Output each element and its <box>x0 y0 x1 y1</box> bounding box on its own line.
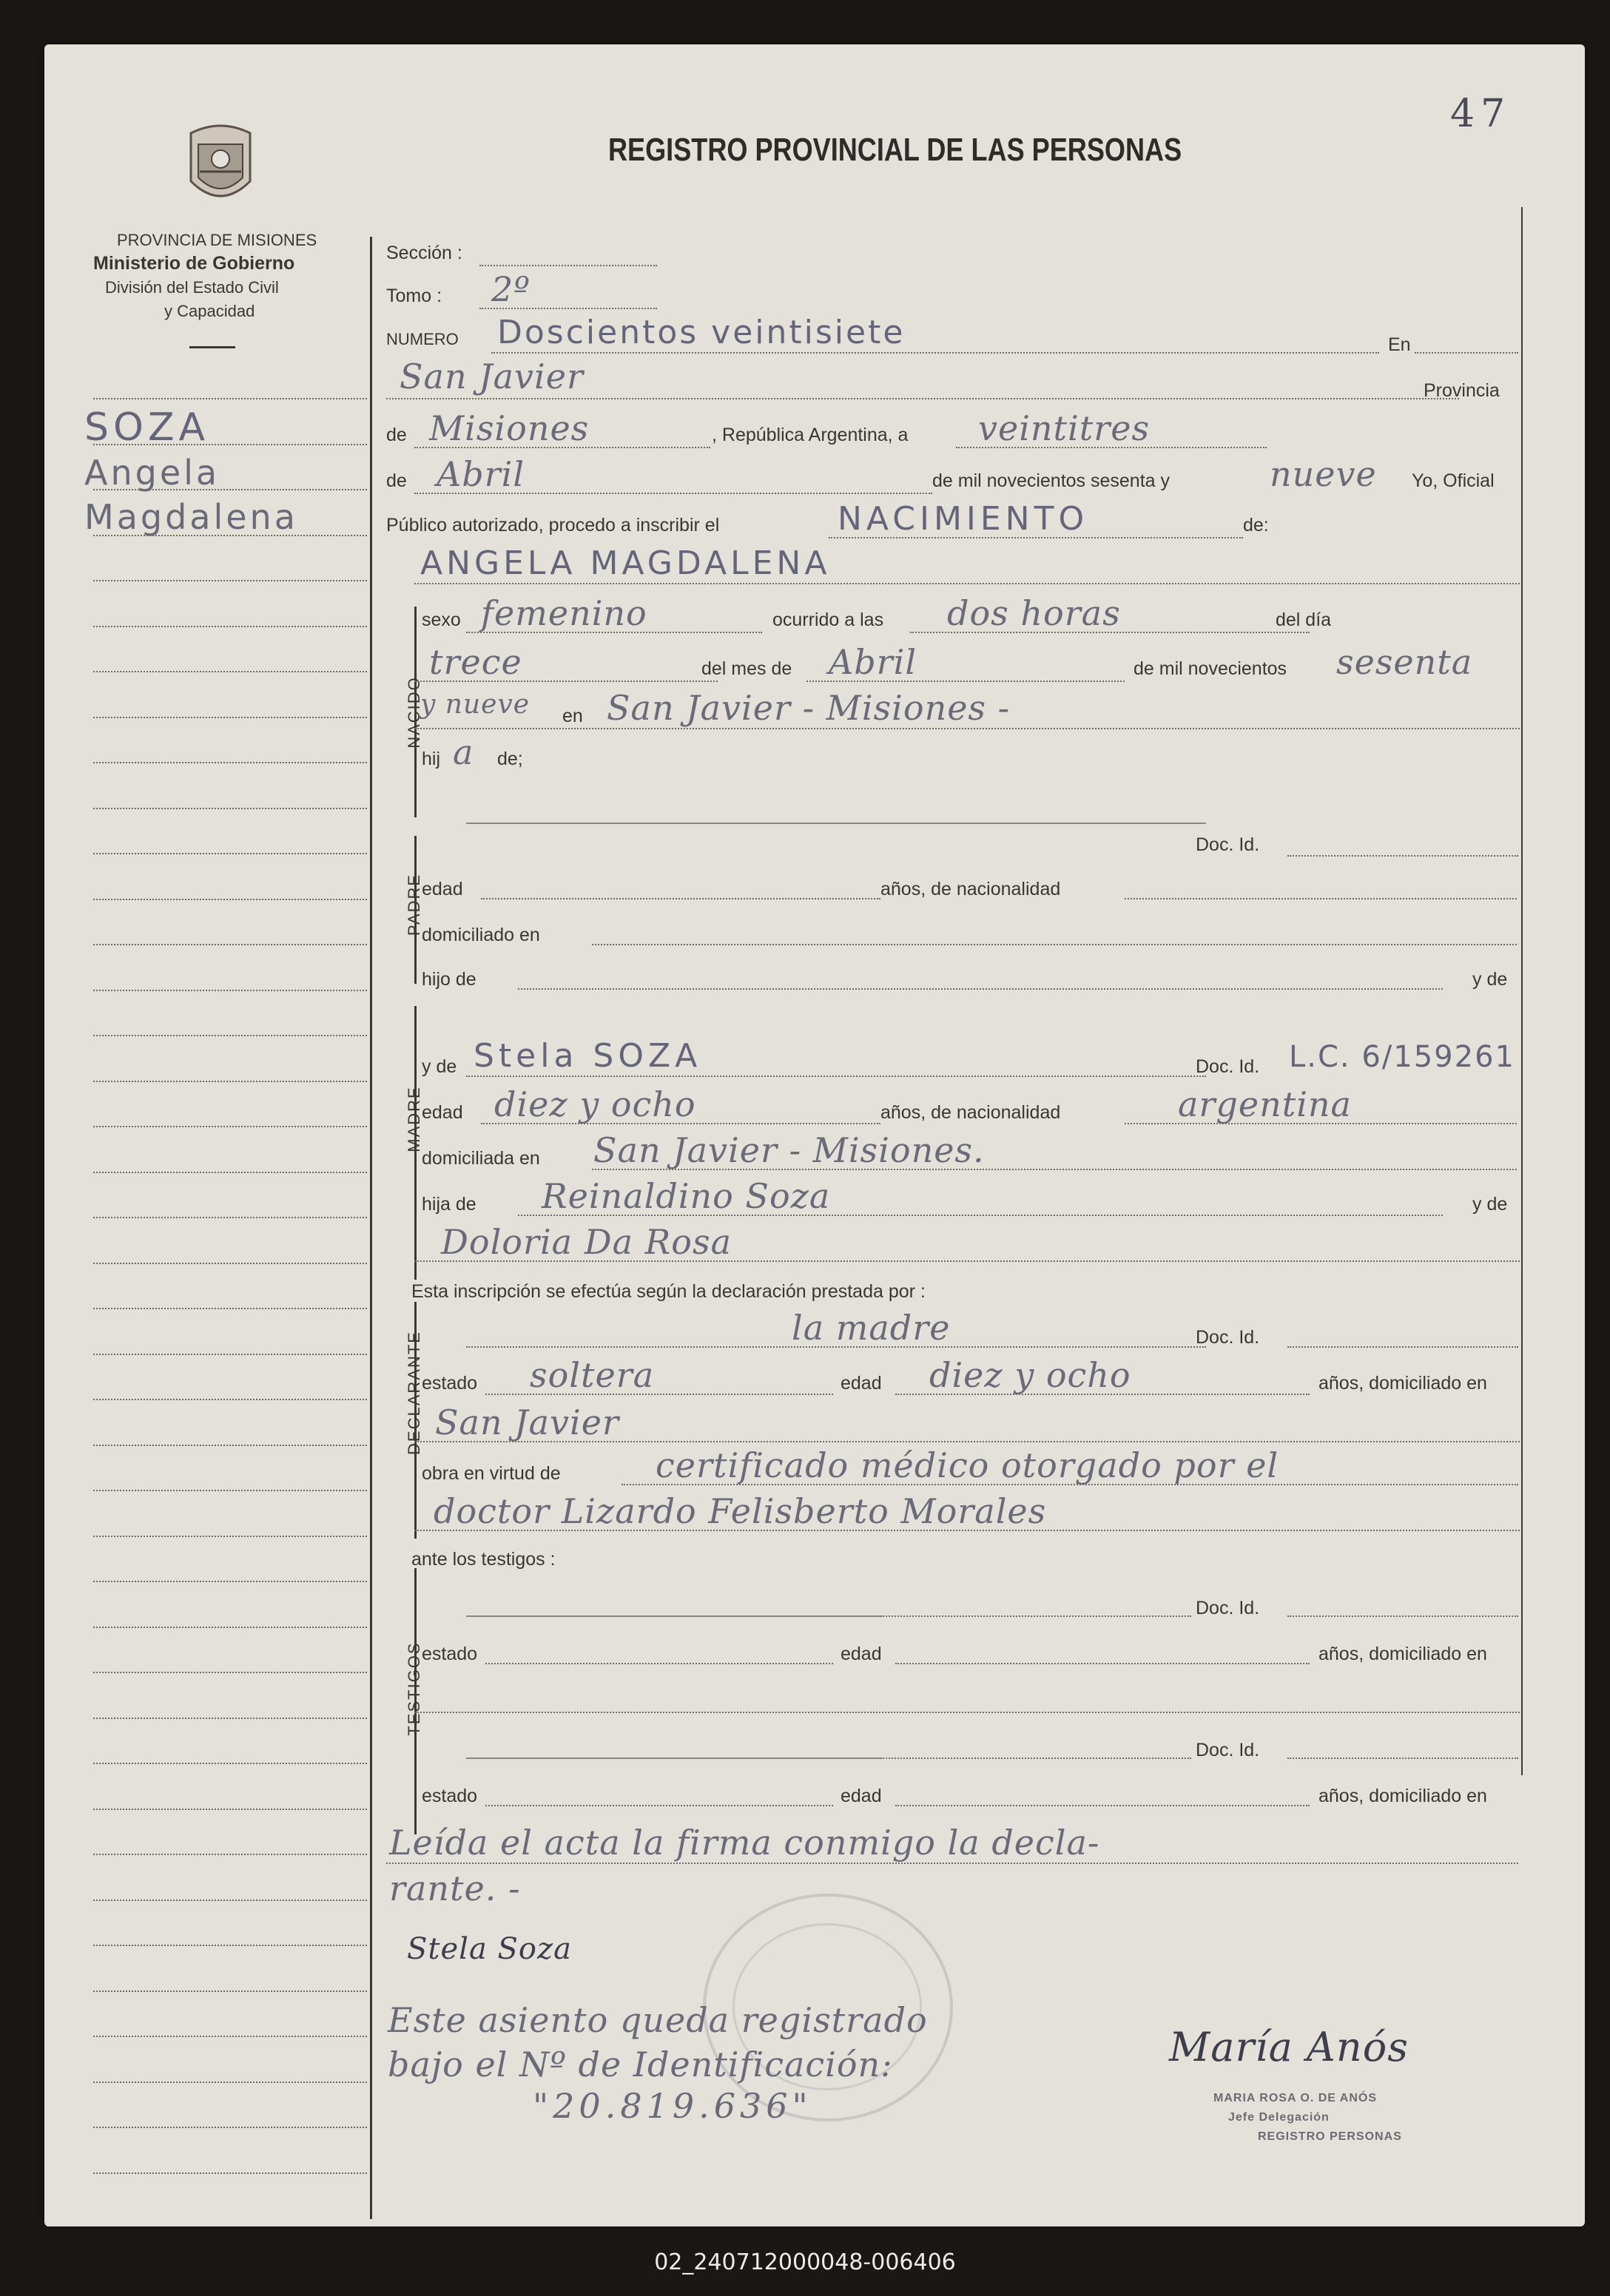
side-label-madre: MADRE <box>405 1086 423 1152</box>
line-tomo <box>479 308 657 309</box>
closing-line-2: rante. - <box>389 1868 521 1908</box>
margin-ruled-line <box>93 2127 367 2128</box>
note-line-2: bajo el Nº de Identificación: <box>388 2045 893 2084</box>
label-doc-id-madre: Doc. Id. <box>1196 1056 1260 1077</box>
value-hora: dos horas <box>947 593 1121 633</box>
line-hija-de <box>518 1215 1443 1216</box>
margin-ruled-line <box>93 808 367 809</box>
margin-ruled-line <box>93 853 367 854</box>
coat-of-arms-seal <box>176 118 265 215</box>
line-edad-testigo1 <box>895 1663 1310 1664</box>
value-madre-padre: Reinaldino Soza <box>542 1176 831 1216</box>
label-hijo-de-padre: hijo de <box>422 969 476 990</box>
line-lugar <box>386 398 1459 399</box>
line-testigo1-nombre <box>466 1615 880 1617</box>
line-edad-padre <box>481 898 880 899</box>
label-anios-dom-declarante: años, domiciliado en <box>1318 1373 1487 1394</box>
value-mes-inscripcion: Abril <box>437 454 525 494</box>
label-estado-testigo2: estado <box>422 1786 478 1806</box>
label-anios-dom-testigo1: años, domiciliado en <box>1318 1644 1487 1664</box>
side-label-declarante: DECLARANTE <box>405 1331 423 1455</box>
line-acto <box>829 537 1243 538</box>
label-doc-id-testigo2: Doc. Id. <box>1196 1740 1260 1760</box>
line-provincia <box>414 447 710 448</box>
officer-stamp-line-1: MARIA ROSA O. DE ANÓS <box>1213 2092 1378 2104</box>
label-republica: , República Argentina, a <box>712 425 909 445</box>
closing-line-1: Leída el acta la firma conmigo la decla- <box>389 1823 1100 1863</box>
value-dia-nac: trece <box>429 642 522 682</box>
line-dom-padre <box>592 944 1517 945</box>
value-decl-estado: soltera <box>530 1355 655 1395</box>
image-id-footer: 02_240712000048-006406 <box>654 2249 956 2275</box>
value-madre-nombre: Stela SOZA <box>474 1037 702 1075</box>
label-y-de-madre: y de <box>422 1056 457 1077</box>
line-hijo-de-padre <box>518 988 1443 990</box>
line-mes-inscripcion <box>414 493 932 494</box>
register-page <box>44 44 1585 2226</box>
label-numero: NUMERO <box>386 330 459 348</box>
margin-ruled-line <box>93 2036 367 2037</box>
margin-ruled-line <box>93 1445 367 1446</box>
label-publico: Público autorizado, procedo a inscribir el <box>386 515 720 536</box>
label-edad-declarante: edad <box>841 1373 882 1394</box>
line-edad-declarante <box>895 1394 1310 1395</box>
margin-ruled-line <box>93 2172 367 2174</box>
line-nac-padre <box>1125 898 1517 899</box>
line-dia-nac <box>414 681 718 682</box>
note-line-1: Este asiento queda registrado <box>388 2000 928 2040</box>
margin-ruled-line <box>93 1081 367 1082</box>
margin-ruled-line <box>93 899 367 900</box>
value-dia-inscripcion: veintitres <box>978 408 1151 448</box>
value-anio-nac-a: sesenta <box>1336 642 1473 682</box>
line-doc-padre <box>1287 855 1518 857</box>
label-ocurrido: ocurrido a las <box>772 610 884 630</box>
label-dom-madre: domiciliada en <box>422 1148 540 1169</box>
side-label-testigos: TESTIGOS <box>405 1641 423 1736</box>
line-dia-inscripcion <box>956 447 1267 448</box>
note-line-3: "20.819.636" <box>533 2086 812 2126</box>
margin-ruled-line <box>93 444 367 445</box>
line-numero <box>491 352 1379 354</box>
line-testigo2-nombre <box>466 1758 880 1759</box>
margin-ruled-line <box>93 1217 367 1218</box>
label-provincia: Provincia <box>1424 380 1500 401</box>
margin-ruled-line <box>93 1581 367 1582</box>
margin-ruled-line <box>93 489 367 490</box>
label-estado-declarante: estado <box>422 1373 478 1394</box>
margin-ruled-line <box>93 1627 367 1628</box>
line-hora <box>910 632 1310 633</box>
line-obra-2 <box>414 1530 1520 1531</box>
label-seccion: Sección : <box>386 243 462 263</box>
line-testigo1-nombre-b <box>880 1615 1191 1617</box>
declarant-signature: Stela Soza <box>407 1932 572 1966</box>
line-lugar-nac <box>414 728 1520 729</box>
margin-ruled-line <box>93 1718 367 1719</box>
label-ante-testigos: ante los testigos : <box>411 1549 556 1570</box>
value-decl-domicilio: San Javier <box>435 1402 619 1442</box>
value-madre-domicilio: San Javier - Misiones. <box>593 1130 985 1170</box>
value-hij-suffix: a <box>453 732 474 772</box>
office-line1: PROVINCIA DE MISIONES <box>117 231 317 249</box>
value-acto: NACIMIENTO <box>838 500 1089 538</box>
label-hij-de: de; <box>497 749 523 769</box>
margin-ruled-line <box>93 1900 367 1901</box>
line-sexo <box>466 632 762 633</box>
document-title: REGISTRO PROVINCIAL DE LAS PERSONAS <box>608 132 1182 168</box>
line-closing-1 <box>386 1863 1518 1864</box>
line-madre-edad <box>481 1123 880 1124</box>
margin-ruled-line <box>93 1854 367 1855</box>
margin-ruled-line <box>93 990 367 991</box>
label-inscripcion: Esta inscripción se efectúa según la declaración prestada por : <box>411 1281 926 1302</box>
label-de-mil: de mil novecientos sesenta y <box>932 470 1171 491</box>
body-right-border <box>1521 207 1523 1775</box>
line-doc-testigo1 <box>1287 1615 1518 1617</box>
line-dom-testigo1 <box>414 1712 1520 1713</box>
margin-ruled-line <box>93 671 367 672</box>
line-madre-nombre <box>466 1076 1206 1077</box>
value-lugar: San Javier <box>400 357 584 396</box>
margin-second-name: Magdalena <box>84 497 298 537</box>
value-nombre: ANGELA MAGDALENA <box>420 544 831 582</box>
line-dom-madre <box>592 1169 1517 1170</box>
label-estado-testigo1: estado <box>422 1644 478 1664</box>
margin-ruled-line <box>93 762 367 763</box>
side-label-padre: PADRE <box>405 873 423 936</box>
office-divider <box>189 346 235 348</box>
label-yo-oficial: Yo, Oficial <box>1412 470 1495 491</box>
value-decl-edad: diez y ocho <box>929 1355 1131 1395</box>
label-sexo: sexo <box>422 610 461 630</box>
officer-signature: María Anós <box>1169 2024 1409 2070</box>
line-estado-declarante <box>485 1394 833 1395</box>
label-tomo: Tomo : <box>386 286 442 306</box>
label-edad-madre: edad <box>422 1102 463 1123</box>
line-estado-testigo1 <box>485 1663 833 1664</box>
label-de-colon: de: <box>1243 515 1269 536</box>
value-sexo: femenino <box>481 593 647 633</box>
margin-ruled-line <box>93 626 367 627</box>
margin-ruled-line <box>93 1991 367 1992</box>
margin-ruled-line <box>93 1354 367 1355</box>
value-numero: Doscientos veintisiete <box>497 314 906 351</box>
label-en: En <box>1388 334 1411 355</box>
line-mes-nac <box>806 681 1125 682</box>
value-madre-madre: Doloria Da Rosa <box>441 1222 732 1262</box>
label-de-mes: de <box>386 470 407 491</box>
line-testigo2-nombre-b <box>880 1758 1191 1759</box>
label-edad-padre: edad <box>422 879 463 899</box>
line-doc-declarante <box>1287 1346 1518 1348</box>
label-del-mes: del mes de <box>701 658 792 679</box>
margin-ruled-line <box>93 1172 367 1173</box>
line-doc-testigo2 <box>1287 1758 1518 1759</box>
line-seccion <box>479 265 657 266</box>
margin-ruled-line <box>93 944 367 945</box>
value-mes-nac: Abril <box>829 642 917 682</box>
value-lugar-nac: San Javier - Misiones - <box>607 688 1011 728</box>
margin-ruled-line <box>93 1035 367 1036</box>
value-madre-edad: diez y ocho <box>494 1084 696 1124</box>
value-declarante: la madre <box>792 1308 951 1348</box>
line-padre-nombre <box>466 823 1206 824</box>
margin-divider <box>370 237 372 2219</box>
line-declarante <box>466 1346 1206 1348</box>
office-line2: Ministerio de Gobierno <box>93 253 295 274</box>
label-hij: hij <box>422 749 441 769</box>
margin-ruled-line <box>93 1945 367 1946</box>
label-doc-id-declarante: Doc. Id. <box>1196 1327 1260 1348</box>
margin-ruled-line <box>93 1809 367 1810</box>
office-line3: División del Estado Civil <box>105 278 279 297</box>
margin-ruled-line <box>93 2081 367 2083</box>
margin-ruled-line <box>93 1490 367 1491</box>
label-de-provincia: de <box>386 425 407 445</box>
margin-surname: SOZA <box>84 405 210 450</box>
label-nac-padre: años, de nacionalidad <box>880 879 1061 899</box>
label-obra: obra en virtud de <box>422 1463 561 1484</box>
line-obra-1 <box>622 1484 1518 1485</box>
label-dom-padre: domiciliado en <box>422 925 540 945</box>
officer-stamp-line-2: Jefe Delegación <box>1228 2111 1330 2124</box>
value-tomo: 2º <box>491 269 531 309</box>
line-madre-nac <box>1125 1123 1517 1124</box>
margin-ruled-line <box>93 580 367 581</box>
label-y-de-padre: y de <box>1472 969 1508 990</box>
margin-ruled-line <box>93 1308 367 1309</box>
label-edad-testigo2: edad <box>841 1786 882 1806</box>
margin-first-name: Angela <box>84 453 220 493</box>
margin-ruled-line <box>93 1399 367 1400</box>
margin-ruled-line <box>93 717 367 718</box>
label-de-mil-nov: de mil novecientos <box>1134 658 1287 679</box>
label-en-nac: en <box>562 706 583 726</box>
label-doc-id-testigo1: Doc. Id. <box>1196 1598 1260 1618</box>
margin-ruled-line <box>93 1763 367 1764</box>
margin-ruled-line <box>93 398 367 399</box>
side-label-nacido: NACIDO <box>405 676 423 749</box>
officer-stamp-line-3: REGISTRO PERSONAS <box>1258 2130 1402 2143</box>
value-madre-nac: argentina <box>1178 1084 1352 1124</box>
margin-ruled-line <box>93 1536 367 1537</box>
label-edad-testigo1: edad <box>841 1644 882 1664</box>
page-number: 47 <box>1450 92 1512 136</box>
line-dom-declarante <box>414 1441 1520 1442</box>
value-provincia: Misiones <box>429 408 590 448</box>
label-anios-dom-testigo2: años, domiciliado en <box>1318 1786 1487 1806</box>
margin-ruled-line <box>93 1126 367 1127</box>
office-line4: y Capacidad <box>164 302 255 320</box>
label-doc-id-padre: Doc. Id. <box>1196 834 1260 855</box>
value-anio-nac-b: y nueve <box>420 689 531 720</box>
label-y-de-madre2: y de <box>1472 1194 1508 1215</box>
value-obra-2: doctor Lizardo Felisberto Morales <box>434 1491 1047 1531</box>
line-estado-testigo2 <box>485 1805 833 1806</box>
line-en <box>1415 352 1518 354</box>
margin-ruled-line <box>93 535 367 536</box>
margin-ruled-line <box>93 1263 367 1264</box>
margin-ruled-line <box>93 1672 367 1673</box>
line-nombre <box>414 583 1520 584</box>
label-hija-de: hija de <box>422 1194 476 1215</box>
line-edad-testigo2 <box>895 1805 1310 1806</box>
label-del-dia: del día <box>1276 610 1332 630</box>
label-nac-madre: años, de nacionalidad <box>880 1102 1061 1123</box>
value-madre-doc: L.C. 6/159261 <box>1289 1040 1515 1074</box>
value-obra-1: certificado médico otorgado por el <box>656 1445 1279 1485</box>
value-anio-inscripcion: nueve <box>1270 454 1377 494</box>
line-madre-madre <box>414 1260 1520 1262</box>
